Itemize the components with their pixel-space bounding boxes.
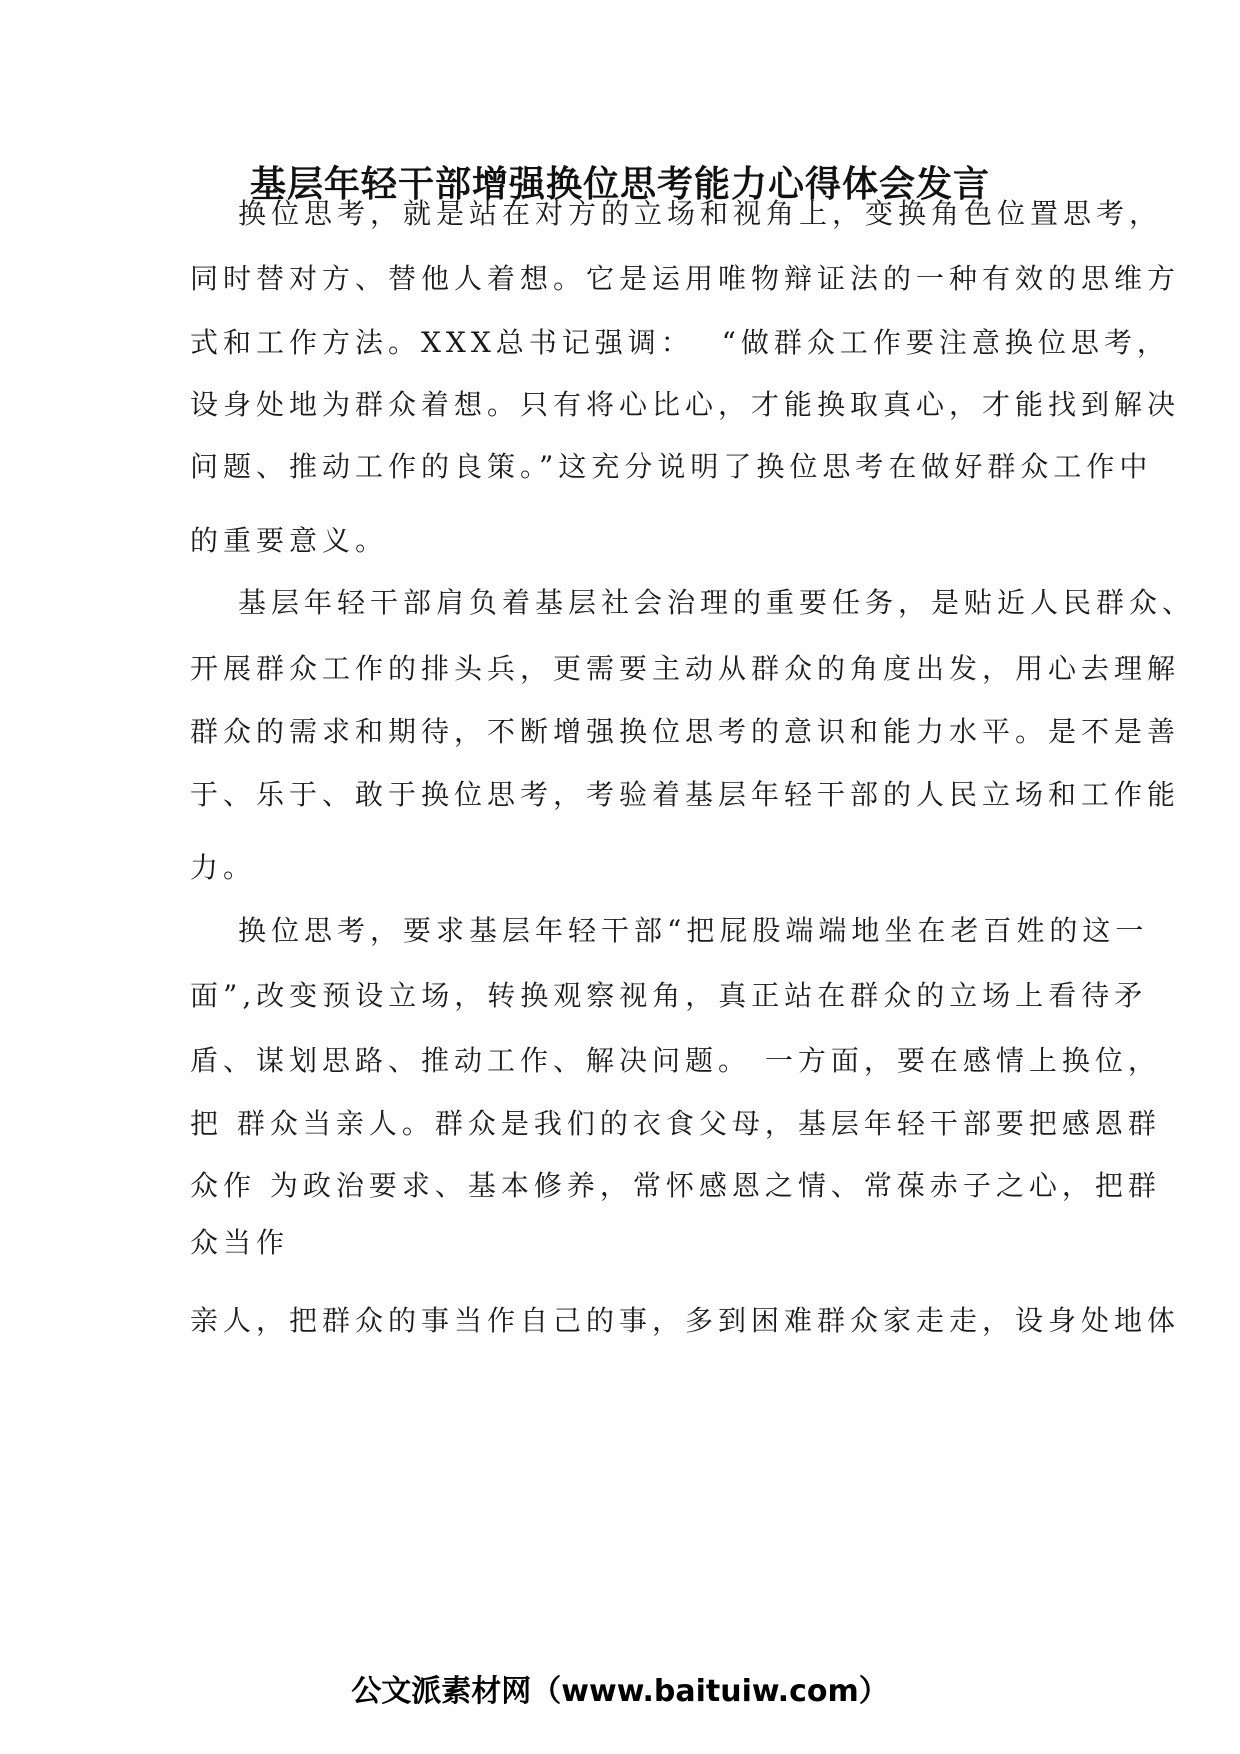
paragraph-line: 同时替对方、替他人着想。它是运用唯物辩证法的一种有效的思维方 <box>190 262 1181 295</box>
paragraph-line: 的重要意义。 <box>190 524 389 557</box>
paragraph-line: 问题、推动工作的良策。”这充分说明了换位思考在做好群众工作中 <box>190 450 1153 483</box>
paragraph-line: 设身处地为群众着想。只有将心比心，才能换取真心，才能找到解决 <box>190 388 1181 421</box>
paragraph-line: 群众的需求和期待，不断增强换位思考的意识和能力水平。是不是善 <box>190 715 1181 748</box>
paragraph-line: 换位思考，要求基层年轻干部“把屁股端端地坐在老百姓的这一 <box>238 914 1149 947</box>
paragraph-line: 式和工作方法。XXX总书记强调： “做群众工作要注意换位思考， <box>190 326 1170 359</box>
paragraph-line: 众当作 <box>190 1226 290 1259</box>
paragraph-line: 力。 <box>190 851 257 884</box>
paragraph-line: 开展群众工作的排头兵，更需要主动从群众的角度出发，用心去理解 <box>190 652 1181 685</box>
paragraph-line: 把 群众当亲人。群众是我们的衣食父母，基层年轻干部要把感恩群 <box>190 1107 1161 1140</box>
footer-watermark: 公文派素材网（www.baituiw.com） <box>351 1674 889 1709</box>
paragraph-line: 于、乐于、敢于换位思考，考验着基层年轻干部的人民立场和工作能 <box>190 778 1181 811</box>
document-title: 基层年轻干部增强换位思考能力心得体会发言 <box>249 164 990 205</box>
paragraph-line: 基层年轻干部肩负着基层社会治理的重要任务，是贴近人民群众、 <box>238 586 1196 619</box>
paragraph-line: 众作 为政治要求、基本修养，常怀感恩之情、常葆赤子之心，把群 <box>190 1169 1161 1202</box>
paragraph-line: 亲人，把群众的事当作自己的事，多到困难群众家走走，设身处地体 <box>190 1304 1181 1337</box>
paragraph-line: 换位思考，就是站在对方的立场和视角上，变换角色位置思考， <box>238 197 1163 230</box>
paragraph-line: 面”,改变预设立场，转换观察视角，真正站在群众的立场上看待矛 <box>190 979 1148 1012</box>
paragraph-line: 盾、谋划思路、推动工作、解决问题。 一方面，要在感情上换位， <box>190 1044 1161 1077</box>
